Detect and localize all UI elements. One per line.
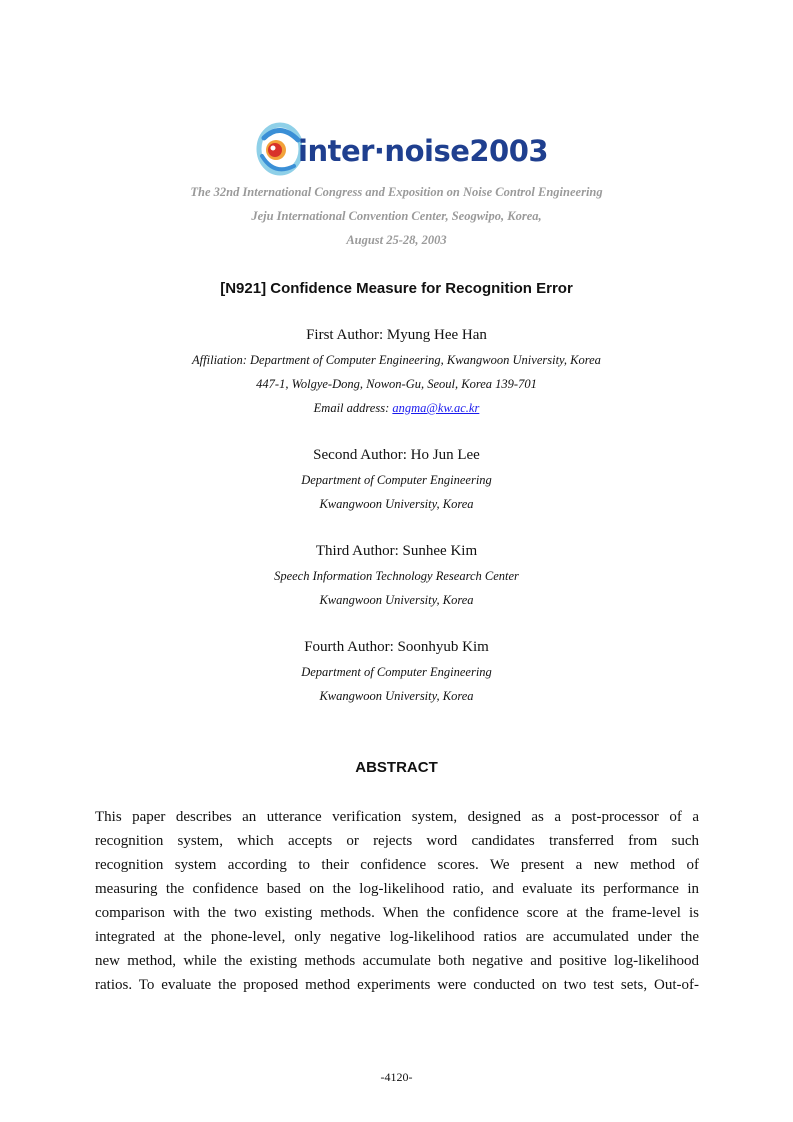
conference-logo [254, 120, 549, 178]
conference-venue: Jeju International Convention Center, Seogwipo, Korea, [251, 209, 542, 223]
page-number: -4120- [380, 1070, 413, 1084]
author-3-department: Speech Information Technology Research Center [274, 569, 519, 583]
swirl-logo-icon [254, 120, 302, 178]
author-1-email-line [0, 401, 793, 416]
abstract-line: recognition system according to their confidence scores. We present a new method of [95, 857, 699, 873]
author-2-university: Kwangwoon University, Korea [319, 497, 474, 511]
conference-dates: August 25-28, 2003 [346, 233, 447, 247]
conference-name: The 32nd International Congress and Exposition on Noise Control Engineering [190, 185, 603, 199]
abstract-line: recognition system, which accepts or rejects word candidates transferred from such [95, 833, 699, 849]
author-2-name: Second Author: Ho Jun Lee [313, 447, 480, 463]
paper-title: [N921] Confidence Measure for Recognition Error [220, 280, 573, 297]
abstract-line: This paper describes an utterance verification system, designed as a post-processor of a [95, 809, 699, 825]
abstract-line: integrated at the phone-level, only negative log-likelihood ratios are accumulated under the [95, 929, 699, 945]
logo-wordmark: inter·noise2003 [298, 134, 549, 168]
author-1-affiliation: Affiliation: Department of Computer Engineering, Kwangwoon University, Korea [192, 353, 601, 367]
author-4-name: Fourth Author: Soonhyub Kim [304, 639, 489, 655]
author-4-department: Department of Computer Engineering [301, 665, 492, 679]
author-3-name: Third Author: Sunhee Kim [315, 543, 478, 559]
author-1-name: First Author: Myung Hee Han [306, 327, 487, 343]
email-link[interactable]: angma@kw.ac.kr [392, 401, 480, 415]
abstract-body [95, 805, 699, 997]
abstract-line: ratios. To evaluate the proposed method experiments were conducted on two test sets, Out-of- [95, 977, 699, 993]
abstract-line: measuring the confidence based on the log-likelihood ratio, and evaluate its performance in [95, 881, 699, 897]
abstract-line: new method, while the existing methods accumulate both negative and positive log-likelihood [95, 953, 699, 969]
abstract-heading: ABSTRACT [355, 759, 438, 776]
author-3-university: Kwangwoon University, Korea [319, 593, 474, 607]
email-label: Email address: [313, 401, 393, 415]
author-2-department: Department of Computer Engineering [301, 473, 492, 487]
author-4-university: Kwangwoon University, Korea [319, 689, 474, 703]
abstract-line: comparison with the two existing methods. When the confidence score at the frame-level is [95, 905, 699, 921]
author-1-address: 447-1, Wolgye-Dong, Nowon-Gu, Seoul, Korea 139-701 [256, 377, 537, 391]
